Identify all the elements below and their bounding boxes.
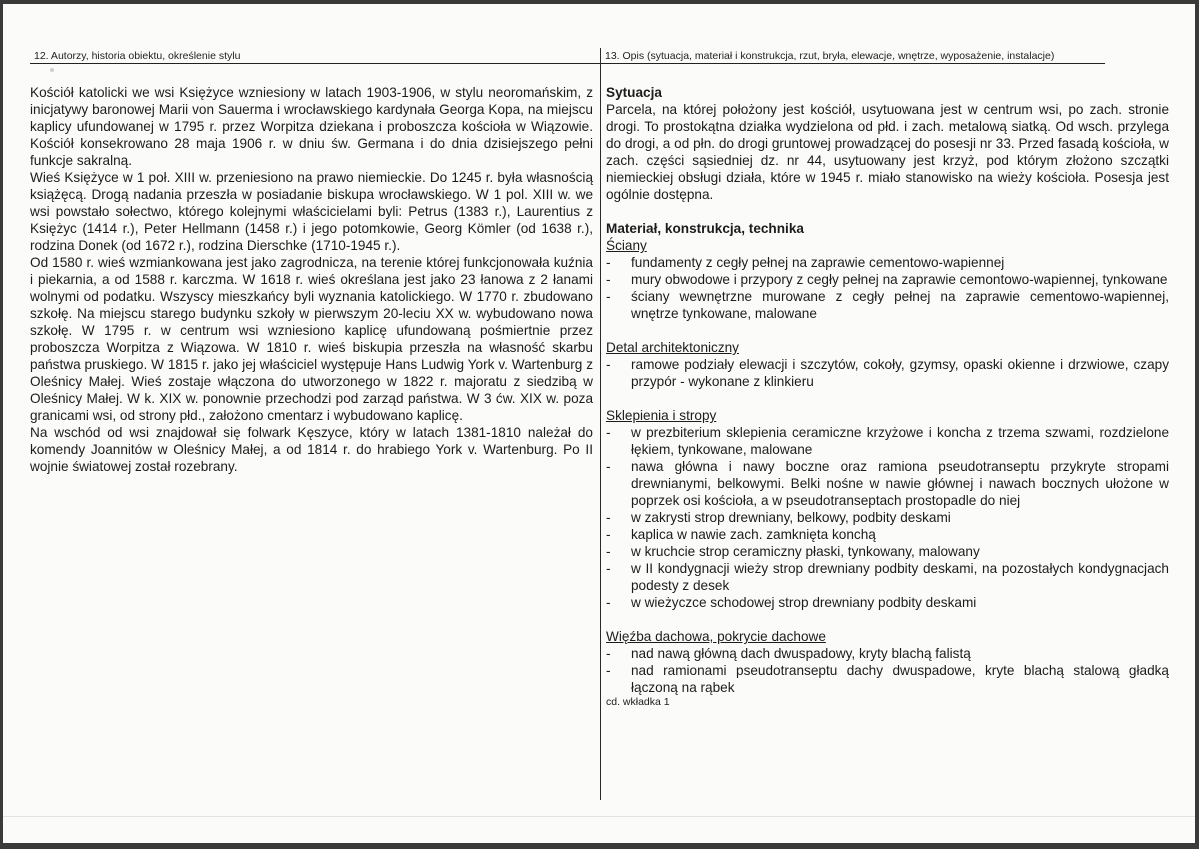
list-item-text: kaplica w nawie zach. zamknięta konchą (631, 527, 876, 542)
continuation-note: cd. wkładka 1 (606, 696, 670, 708)
dash-bullet: - (606, 272, 611, 287)
column-divider (600, 48, 601, 800)
walls-list (606, 254, 1169, 322)
scan-artifact-line (3, 816, 1195, 817)
scan-speck (50, 68, 54, 72)
list-item (606, 543, 1169, 560)
spacer (606, 611, 1169, 628)
list-item (606, 254, 1169, 271)
list-item-text: w kruchcie strop ceramiczny płaski, tynkowany, malowany (631, 544, 980, 559)
list-item-text: ramowe podziały elewacji i szczytów, cokoły, gzymsy, opaski okienne i drzwiowe, czapy przypór - wykonane z klinkieru (631, 357, 1169, 389)
roof-subtitle: Więźba dachowa, pokrycie dachowe (606, 629, 826, 644)
history-paragraph: Od 1580 r. wieś wzmiankowana jest jako zagrodnicza, na terenie której funkcjonowała kuźnia i piekarnia, a od 1588 r. karczma. W 1618 r. wieś określana jest jako 23 łanowa z 2 łanami wolnymi od podatku. Wszyscy mieszkańcy byli wyznania katolickiego. W 1770 r. zbudowano szkołę. Na miejscu starego budynku szkoły w pierwszym 20-leciu XX w. wybudowano nowa szkołę. W 1795 r. w centrum wsi wzniesiono kaplicę ufundowaną pośmiertnie przez proboszcza Worpitza z Wiązowa. W 1810 r. wieś biskupia przeszła na własność skarbu państwa pruskiego. W 1815 r. jako jej właściciel występuje Hans Ludwig York v. Wartenburg z Oleśnicy Małej. Wieś zostaje włączona do utworzonego w 1822 r. majoratu z siedzibą w Oleśnicy Małej. W k. XIX w. ponownie przechodzi pod zarząd państwa. W 3 ćw. XIX w. poza granicami wsi, od strony płd., założono cmentarz i wybudowano kaplicę. (30, 255, 593, 423)
dash-bullet: - (606, 425, 611, 440)
list-item-text: w wieżyczce schodowej strop drewniany podbity deskami (631, 595, 977, 610)
material-title: Materiał, konstrukcja, technika (606, 221, 804, 236)
dash-bullet: - (606, 459, 611, 474)
list-item (606, 288, 1169, 322)
spacer (606, 322, 1169, 339)
list-item (606, 356, 1169, 390)
dash-bullet: - (606, 595, 611, 610)
list-item (606, 662, 1169, 696)
situation-text: Parcela, na której położony jest kościół, usytuowana jest w centrum wsi, po zach. stronie drogi. To prostokątna działka wydzielona od płd. i zach. metalową siatką. Od wsch. przylega do drogi, a od płn. do drogi gruntowej prowadzącej do posesji nr 33. Przed fasadą kościoła, w zach. części sąsiedniej dz. nr 44, usytuowany jest krzyż, pod którym złożono szczątki niemieckiej obsługi działa, które w 1945 r. miało stanowisko na wieży kościoła. Posesja jest ogólnie dostępna. (606, 102, 1169, 202)
dash-bullet: - (606, 527, 611, 542)
list-item (606, 526, 1169, 543)
dash-bullet: - (606, 510, 611, 525)
list-item (606, 645, 1169, 662)
list-item-text: nad ramionami pseudotranseptu dachy dwuspadowe, kryte blachą stalową gładką łączoną na rąbek (631, 663, 1169, 695)
list-item (606, 271, 1169, 288)
situation-title: Sytuacja (606, 85, 662, 100)
history-paragraph: Wieś Księżyce w 1 poł. XIII w. przeniesiono na prawo niemieckie. Do 1245 r. była własnością książęcą. Drogą nadania przeszła w posiadanie biskupa wrocławskiego. W 1 pol. XIII w. we wsi powstało sołectwo, którego kolejnymi właścicielami byli: Petrus (1383 r.), Laurentius z Księżyc (1414 r.), Peter Hellmann (1458 r.) i jego potomkowie, Georg Kömler (od 1638 r.), rodzina Donek (od 1672 r.), rodzina Dierschke (1710-1945 r.). (30, 170, 593, 253)
dash-bullet: - (606, 544, 611, 559)
dash-bullet: - (606, 289, 611, 304)
list-item (606, 594, 1169, 611)
history-paragraph: Kościół katolicki we wsi Księżyce wzniesiony w latach 1903-1906, w stylu neoromańskim, z inicjatywy baronowej Marii von Sauerma i wrocławskiego kardynała Georga Kopa, na miejscu kaplicy ufundowanej w 1795 r. przez Worpitza dziekana i proboszcza kościoła w Wiązowie. Kościół konsekrowano 28 maja 1906 r. w dniu św. Germana i do dnia dzisiejszego pełni funkcje sakralną. (30, 85, 593, 168)
list-item (606, 424, 1169, 458)
list-item (606, 509, 1169, 526)
spacer (606, 390, 1169, 407)
detail-list (606, 356, 1169, 390)
list-item-text: fundamenty z cegły pełnej na zaprawie cementowo-wapiennej (631, 255, 1005, 270)
history-paragraph: Na wschód od wsi znajdował się folwark Kęszyce, który w latach 1381-1810 należał do komendy Joannitów w Oleśnicy Małej, a od 1814 r. do hrabiego York v. Wartenburg. Po II wojnie światowej został rozebrany. (30, 425, 593, 474)
list-item-text: w zakrysti strop drewniany, belkowy, podbity deskami (631, 510, 951, 525)
list-item-text: w II kondygnacji wieży strop drewniany podbity deskami, na pozostałych kondygnacjach podesty z desek (631, 561, 1169, 593)
roof-list (606, 645, 1169, 696)
dash-bullet: - (606, 561, 611, 576)
list-item (606, 458, 1169, 509)
description-column (606, 84, 1169, 709)
walls-subtitle: Ściany (606, 238, 647, 253)
dash-bullet: - (606, 646, 611, 661)
list-item-text: w prezbiterium sklepienia ceramiczne krzyżowe i koncha z trzema szwami, rozdzielone łękiem, tynkowane, malowane (631, 425, 1169, 457)
detail-subtitle: Detal architektoniczny (606, 340, 739, 355)
scanned-page (3, 4, 1195, 843)
history-column (30, 84, 593, 475)
vaults-list (606, 424, 1169, 611)
vaults-subtitle: Sklepienia i stropy (606, 408, 717, 423)
dash-bullet: - (606, 663, 611, 678)
list-item-text: ściany wewnętrzne murowane z cegły pełnej na zaprawie cementowo-wapiennej, wnętrze tynkowane, malowane (631, 289, 1169, 321)
section-12-heading: 12. Autorzy, historia obiektu, określenie stylu (30, 48, 600, 64)
list-item-text: nawa główna i nawy boczne oraz ramiona pseudotranseptu przykryte stropami drewnianymi, belkowymi. Belki nośne w nawie głównej i nawach bocznych ułożone w poprzek osi kościoła, a w pseudotranseptach prostopadle do niej (631, 459, 1169, 508)
list-item-text: nad nawą główną dach dwuspadowy, kryty blachą falistą (631, 646, 971, 661)
dash-bullet: - (606, 255, 611, 270)
dash-bullet: - (606, 357, 611, 372)
spacer (606, 203, 1169, 220)
list-item-text: mury obwodowe i przypory z cegły pełnej na zaprawie cemontowo-wapiennej, tynkowane (631, 272, 1168, 287)
section-13-heading: 13. Opis (sytuacja, materiał i konstrukcja, rzut, bryła, elewacje, wnętrze, wyposażenie, instalacje) (601, 48, 1105, 64)
list-item (606, 560, 1169, 594)
